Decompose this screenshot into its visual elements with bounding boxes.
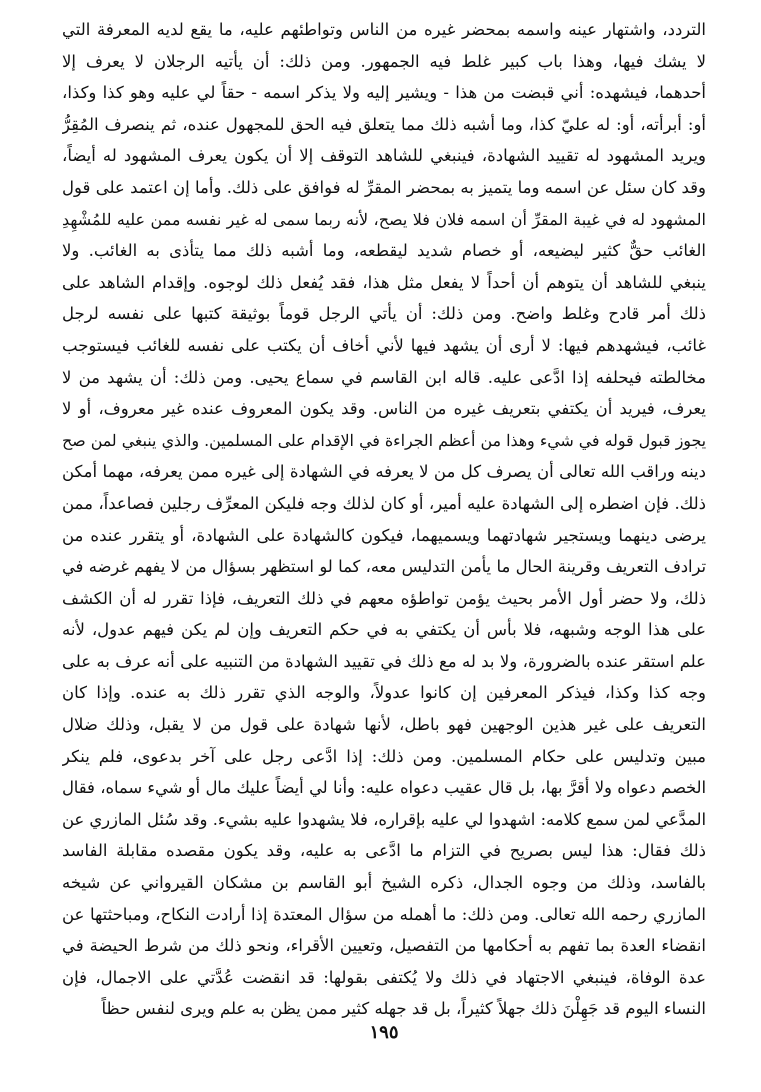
- text-line: يرضى دينهما ويستجير شهادتهما ويسميهما، فيكون كالشهادة على الشهادة، أو يتقرر عنده من: [62, 525, 706, 545]
- text-line: الغائب حقٌّ كثير ليضيعه، أو خصام شديد ليقطعه، وما أشبه ذلك مما يتأذى به الغائب. ولا: [62, 241, 706, 261]
- text-line: الخصم دعواه ولا أقرَّ بها، بل قال عقيب دعواه عليه: وأنا لي أيضاً عليك مال أو شيء سماه، فقال: [62, 778, 706, 798]
- document-page: [62, 14, 706, 1054]
- text-line: ويريد المشهود له تقييد الشهادة، فينبغي للشاهد التوقف إلا أن يكون يعرف المشهود له أيضاً،: [62, 146, 706, 166]
- text-line: يجوز قبول قوله في شيء وهذا من أعظم الجراءة في الإقدام على المسلمين. والذي ينبغي لمن صح: [62, 430, 706, 450]
- text-line: علم استقر عنده بالضرورة، ولا بد له مع ذلك في تقييد الشهادة من التنبيه على أنه عرف به على: [62, 651, 706, 671]
- text-line: انقضاء العدة بما تفهم به أحكامها من التفصيل، وتعيين الأقراء، ونحو ذلك من شرط الحيضة في: [62, 936, 706, 956]
- text-line: يعرف، فيريد أن يكتفي بتعريف غيره من الناس. وقد يكون المعروف عنده غير معروف، أو لا: [62, 399, 706, 419]
- text-line: مخالطته فيحلفه إذا ادَّعى عليه. قاله ابن القاسم في سماع يحيى. ومن ذلك: أن يشهد من لا: [62, 367, 706, 387]
- text-line: المازري رحمه الله تعالى. ومن ذلك: ما أهمله من سؤال المعتدة إذا أرادت النكاح، ومباحثتها عن: [62, 904, 706, 924]
- text-line: أحدهما، فيشهده: أني قبضت من هذا - ويشير إليه ولا يذكر اسمه - حقاً لي عليه وهو كذا وكذا،: [62, 83, 706, 103]
- text-line: التعريف على غير هذين الوجهين فهو باطل، لأنها شهادة على قول من لا يقبل، وذلك ضلال: [62, 715, 706, 735]
- text-line: على هذا الوجه وشبهه، فلا بأس أن يكتفي به في حكم التعريف وإن لم يكن فيهم عدول، لأنه: [62, 620, 706, 640]
- text-line: عدة الوفاة، فينبغي الاجتهاد في ذلك ولا يُكتفى بقولها: قد انقضت عُدَّتي على الاجمال، فإن: [62, 967, 706, 987]
- text-line: ذلك. فإن اضطره إلى الشهادة عليه أمير، أو كان لذلك وجه فليكن المعرِّف رجلين فصاعداً، ممن: [62, 493, 706, 513]
- text-line: مبين وتدليس على حكام المسلمين. ومن ذلك: إذا ادَّعى رجل على آخر بدعوى، فلم ينكر: [62, 746, 706, 766]
- text-line: أو: أبرأته، أو: له عليّ كذا، وما أشبه ذلك مما يتعلق فيه الحق للمجهول عنده، ثم ينصرف المُقِرُّ: [62, 114, 706, 134]
- text-line: ذلك، ولا حضر أول الأمر بحيث يؤمن تواطؤه معهم في ذلك التعريف، فإذا تقرر له أن الكشف: [62, 588, 706, 608]
- text-line: ذلك فقال: هذا ليس بصريح في التزام ما ادَّعى به عليه، وقد يكون مقصده مقابلة الفاسد: [62, 841, 706, 861]
- text-line: ذلك أمر قادح وغلط واضح. ومن ذلك: أن يأتي الرجل قوماً بوثيقة كتبها على نفسه لرجل: [62, 304, 706, 324]
- text-line: المدَّعي لمن سمع كلامه: اشهدوا لي عليه بإقراره، فلا يشهدوا عليه بشيء. وقد سُئل المازري عن: [62, 809, 706, 829]
- text-line: ترادف التعريف وقرينة الحال ما يأمن التدليس معه، كما لو استظهر بسؤال من لا يفهم غرضه في: [62, 557, 706, 577]
- text-line: بالفاسد، وذلك من وجوه الجدال، ذكره الشيخ أبو القاسم بن مشكان القيرواني عن شيخه: [62, 873, 706, 893]
- text-line: التردد، واشتهار عينه واسمه بمحضر غيره من الناس وتواطئهم عليه، ما يقع لديه المعرفة التي: [62, 20, 706, 39]
- page-number: ١٩٥: [369, 1022, 399, 1043]
- text-line: النساء اليوم قد جَهِلْنَ ذلك جهلاً كثيراً، بل قد جهله كثير ممن يظن به علم ويرى لنفس حظاً: [101, 999, 706, 1019]
- text-line: غائب، فيشهدهم فيها: لا أرى أن يشهد فيها لأني أخاف أن يكتب على نفسه للغائب فيستوجب: [62, 335, 706, 355]
- text-line: دينه وراقب الله تعالى أن يصرف كل من لا يعرفه في الشهادة إلى غيره ممن يعرفه، مهما أمكن: [62, 462, 706, 482]
- text-line: ينبغي للشاهد أن يتوهم أن أحداً لا يفعل مثل هذا، فقد يُفعل ذلك لوجوه. وإقدام الشاهد على: [62, 272, 706, 292]
- text-line: المشهود له في غيبة المقرِّ أن اسمه فلان فلا يصح، لأنه ربما سمى له غير نفسه ممن عليه للمُشْهِدِ: [62, 209, 706, 229]
- body-text: [62, 14, 706, 1025]
- text-line: لا يشك فيها، وهذا باب كبير غلط فيه الجمهور. ومن ذلك: أن يأتيه الرجلان لا يعرف إلا: [62, 51, 706, 71]
- text-line: وقد كان سئل عن اسمه وما يتميز به بمحضر المقرِّ له فوافق على ذلك. وأما إن اعتمد على قول: [62, 177, 706, 197]
- text-line: وجه كذا وكذا، فيذكر المعرفين إن كانوا عدولاً، والوجه الذي تقرر ذلك به عنده. وإذا كان: [62, 683, 706, 703]
